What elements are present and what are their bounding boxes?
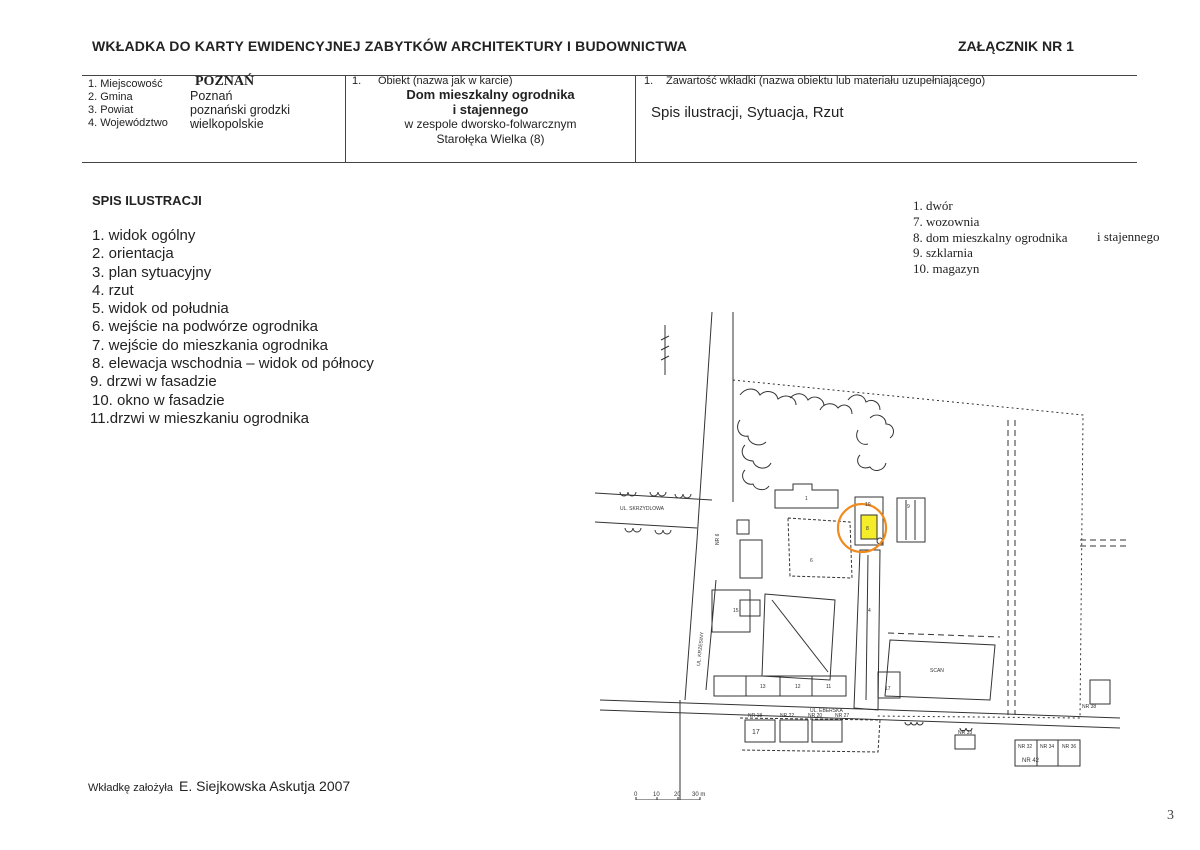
map-label: UL. SKRZYDLOWA: [620, 506, 664, 512]
contents-number: 1.: [644, 75, 654, 87]
object-block: [346, 88, 635, 146]
object-number: 1.: [352, 75, 362, 87]
object-context-line1: w zespole dworsko-folwarcznym: [404, 117, 577, 131]
map-label: NR 20: [808, 713, 823, 719]
list-item: 7. wejście do mieszkania ogrodnika: [92, 336, 328, 354]
site-plan-map: [580, 300, 1140, 800]
location-label: 2. Gmina: [88, 91, 133, 103]
county-value: poznański grodzki: [190, 103, 291, 117]
scale-label: 20: [674, 792, 681, 798]
map-label: 11: [826, 684, 832, 690]
object-name-line1: Dom mieszkalny ogrodnika: [406, 87, 575, 102]
location-labels: [88, 78, 168, 130]
map-label: NR 34: [1040, 744, 1055, 750]
scale-label: 30 m: [692, 792, 706, 798]
map-label: 6: [810, 558, 813, 564]
location-label: 1. Miejscowość: [88, 78, 163, 90]
map-label: SCAN: [930, 668, 944, 674]
object-name-line2: i stajennego: [452, 101, 529, 117]
legend-item: 7. wozownia: [913, 213, 980, 229]
contents-label: Zawartość wkładki (nazwa obiektu lub materiału uzupełniającego): [666, 75, 986, 87]
legend-item: 10. magazyn: [913, 261, 980, 277]
map-label: 9: [907, 504, 910, 510]
scale-bar: [636, 797, 700, 800]
list-item: 3. plan sytuacyjny: [92, 263, 212, 281]
list-item: 1. widok ogólny: [92, 227, 196, 244]
illustrations-heading: SPIS ILUSTRACJI: [92, 193, 202, 208]
map-label: NR 33: [958, 730, 973, 736]
location-label: 3. Powiat: [88, 104, 134, 116]
map-label: 10: [865, 502, 871, 508]
north-arrow-icon: [661, 325, 669, 375]
annex-number: ZAŁĄCZNIK NR 1: [958, 38, 1074, 54]
scale-label: 0: [634, 792, 638, 798]
location-values: [190, 75, 290, 131]
list-item: 6. wejście na podwórze ogrodnika: [92, 318, 318, 336]
map-label: NR 36: [1062, 744, 1077, 750]
map-label: NR 32: [1018, 744, 1033, 750]
object-label: Obiekt (nazwa jak w karcie): [378, 75, 513, 87]
city-name: POZNAŃ: [195, 74, 255, 89]
map-label: NR 22: [780, 713, 795, 719]
map-label: 13: [760, 684, 766, 690]
document-title: WKŁADKA DO KARTY EWIDENCYJNEJ ZABYTKÓW ARCHITEKTURY I BUDOWNICTWA: [92, 38, 688, 54]
object-context-line2: Starołęka Wielka (8): [436, 131, 545, 146]
map-label: 8: [866, 526, 869, 532]
list-item: 8. elewacja wschodnia – widok od północy: [92, 355, 374, 373]
map-label: UL. EBERSKA: [810, 708, 843, 714]
contents-value: Spis ilustracji, Sytuacja, Rzut: [651, 104, 844, 121]
legend-item: 9. szklarnia: [913, 245, 973, 261]
map-legend: [913, 198, 1068, 277]
footer: [88, 778, 350, 794]
list-item: 11.drzwi w mieszkaniu ogrodnika: [90, 409, 309, 427]
map-label: 1: [805, 496, 808, 502]
map-label: 17: [885, 686, 891, 692]
map-label: 15: [733, 608, 739, 614]
list-item: 5. widok od południa: [92, 300, 229, 318]
map-label: NR 42: [1022, 758, 1040, 764]
map-label: 17: [752, 729, 760, 736]
scale-label: 10: [653, 792, 660, 798]
voivodeship-value: wielkopolskie: [190, 117, 264, 131]
map-label: 4: [868, 608, 871, 614]
list-item: 9. drzwi w fasadzie: [90, 373, 217, 391]
illustrations-list: [90, 227, 374, 428]
table-bottom-rule: [82, 162, 1137, 163]
legend-item: 1. dwór: [913, 198, 953, 213]
list-item: 2. orientacja: [92, 245, 174, 263]
legend-item-extra: i stajennego: [1097, 229, 1160, 244]
list-item: 10. okno w fasadzie: [92, 391, 225, 409]
map-label: NR 6: [715, 533, 721, 545]
list-item: 4. rzut: [92, 281, 134, 299]
location-label: 4. Województwo: [88, 117, 168, 129]
footer-label: Wkładkę założyła: [88, 782, 173, 794]
map-label: 12: [795, 684, 801, 690]
highlighted-building: [861, 515, 877, 539]
map-label: UL. KRZESINY: [696, 631, 706, 667]
map-label: NR 27: [835, 713, 850, 719]
table-divider-2: [635, 75, 636, 162]
map-label: NR 38: [1082, 704, 1097, 710]
page-number: 3: [1167, 808, 1174, 823]
footer-author: E. Siejkowska Askutja 2007: [178, 778, 351, 794]
commune-value: Poznań: [190, 89, 233, 103]
legend-item: 8. dom mieszkalny ogrodnika: [913, 229, 1068, 245]
map-label: NR 18: [748, 713, 763, 719]
